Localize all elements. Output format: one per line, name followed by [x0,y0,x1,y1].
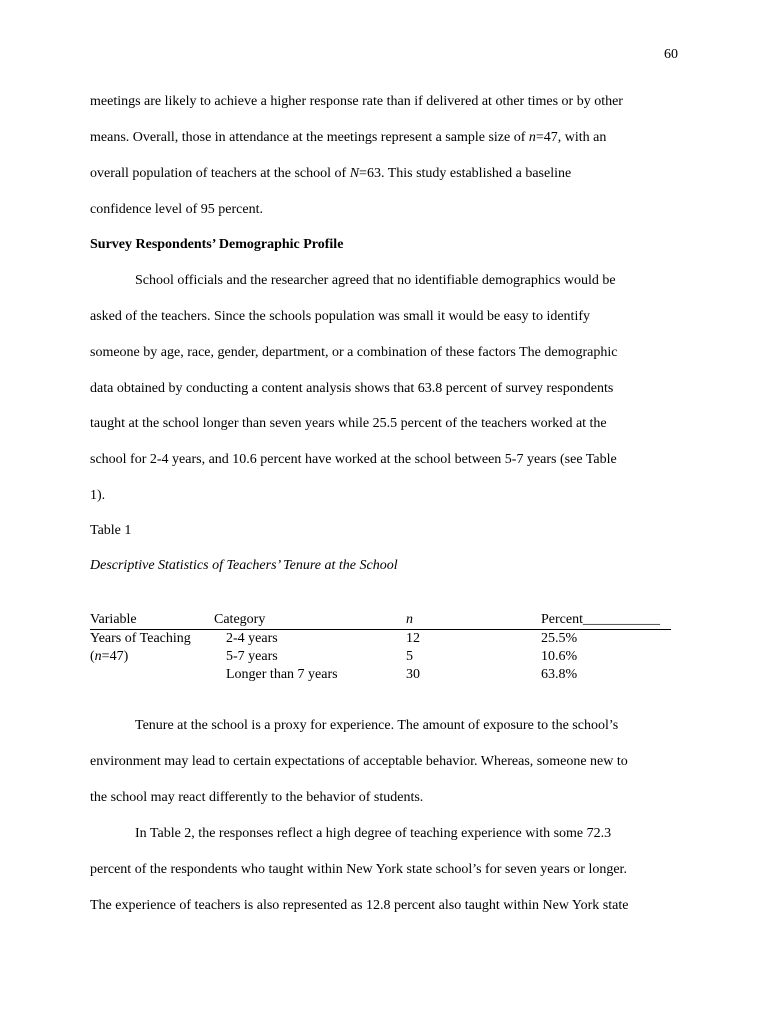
n-cell: 5 [406,649,413,664]
paragraph-line: taught at the school longer than seven years while 25.5 percent of the teachers worked at the [90,416,607,431]
table-label: Table 1 [90,523,132,538]
paragraph-line: The experience of teachers is also represented as 12.8 percent also taught within New York state [90,898,629,913]
text-segment: means. Overall, those in attendance at the meetings represent a sample size of [90,130,529,145]
paragraph-line: asked of the teachers. Since the schools population was small it would be easy to identify [90,309,590,324]
table-row [90,666,671,684]
paragraph-line: data obtained by conducting a content analysis shows that 63.8 percent of survey respondents [90,381,614,396]
paragraph-line: 1). [90,488,106,503]
table-row [90,630,671,648]
percent-cell: 63.8% [541,667,578,682]
header-percent: Percent___________ [541,612,660,627]
paragraph-line: someone by age, race, gender, department, or a combination of these factors The demographic [90,345,618,360]
italic-symbol: n [528,130,536,145]
paragraph-line: meetings are likely to achieve a higher response rate than if delivered at other times or by other [90,94,623,109]
paragraph-line: Tenure at the school is a proxy for experience. The amount of exposure to the school’s [135,718,619,733]
header-category: Category [214,612,266,627]
paragraph-line: In Table 2, the responses reflect a high degree of teaching experience with some 72.3 [135,826,612,841]
category-cell: 5-7 years [226,649,278,664]
paragraph-line: the school may react differently to the behavior of students. [90,790,424,805]
italic-symbol: N [349,166,360,181]
category-cell: 2-4 years [226,631,278,646]
text-segment: overall population of teachers at the school of [90,166,350,181]
text-segment: =47) [101,649,129,664]
variable-cell: Years of Teaching [90,631,191,646]
text-segment: =47, with an [535,130,607,145]
table-header-row [90,611,671,630]
n-cell: 30 [406,667,420,682]
n-cell: 12 [406,631,420,646]
header-n: n [406,612,413,627]
percent-cell: 25.5% [541,631,578,646]
table-caption: Descriptive Statistics of Teachers’ Tenure at the School [90,558,398,573]
italic-symbol: n [94,649,102,664]
category-cell: Longer than 7 years [226,667,338,682]
paragraph-line: environment may lead to certain expectations of acceptable behavior. Whereas, someone new to [90,754,628,769]
text-segment: =63. This study established a baseline [359,166,572,181]
page-number: 60 [664,47,678,62]
table-row [90,648,671,666]
header-variable: Variable [90,612,137,627]
text-segment: ( [90,649,95,664]
variable-cell [90,648,128,666]
paragraph-line: percent of the respondents who taught within New York state school’s for seven years or longer. [90,862,627,877]
paragraph-line: confidence level of 95 percent. [90,202,263,217]
tenure-table [90,611,671,684]
paragraph-line: School officials and the researcher agreed that no identifiable demographics would be [135,273,616,288]
paragraph-line: school for 2-4 years, and 10.6 percent have worked at the school between 5-7 years (see Table [90,452,617,467]
paragraph-line [90,165,571,183]
paragraph-line [90,129,606,147]
section-heading: Survey Respondents’ Demographic Profile [90,237,344,252]
percent-cell: 10.6% [541,649,578,664]
